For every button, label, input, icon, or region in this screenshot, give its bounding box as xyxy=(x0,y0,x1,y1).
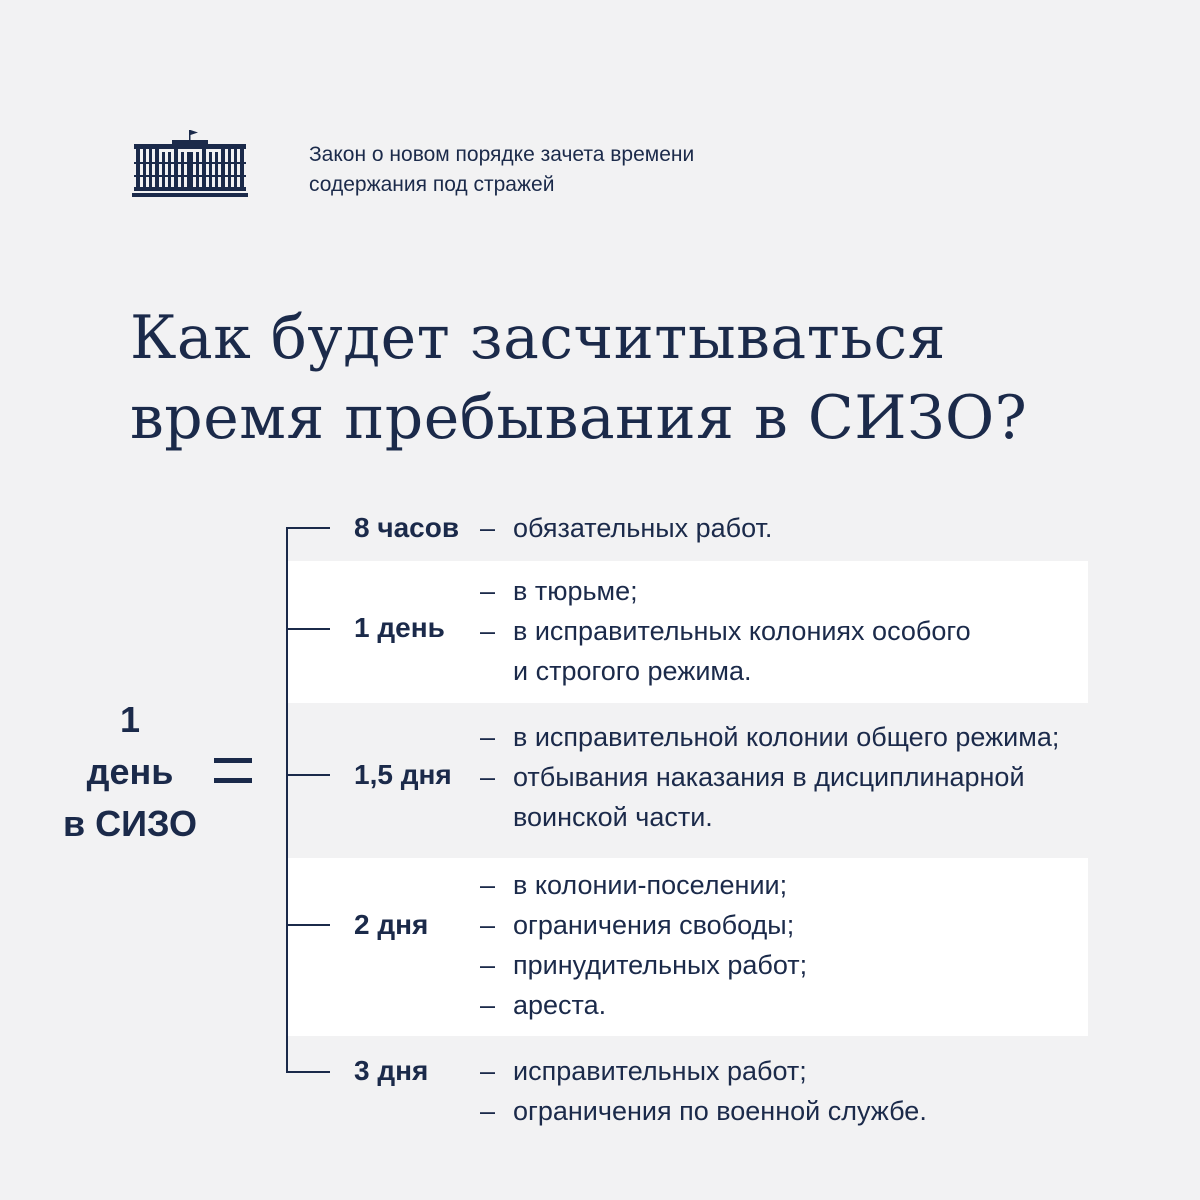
list-item: – в исправительных колониях особого xyxy=(480,616,971,646)
bracket-tick-row-4 xyxy=(286,924,330,926)
list-item: – ограничения по военной службе. xyxy=(480,1096,927,1126)
list-item: – отбывания наказания в дисциплинарной xyxy=(480,762,1025,792)
list-item: – ограничения свободы; xyxy=(480,910,795,940)
bracket-tick-row-3 xyxy=(286,774,330,776)
row-label-1-day: 1 день xyxy=(354,612,445,643)
row-label-1-5-days: 1,5 дня xyxy=(354,759,452,790)
list-item: – в колонии-поселении; xyxy=(480,870,788,900)
list-item: – принудительных работ; xyxy=(480,950,808,980)
bracket-tick-row-2 xyxy=(286,628,330,630)
header-subtitle xyxy=(309,140,694,200)
row-items-1-5-days xyxy=(480,717,1059,837)
equals-sign xyxy=(214,758,252,784)
title-line-1: Как будет засчитываться xyxy=(130,303,946,373)
list-item: – исправительных работ; xyxy=(480,1056,807,1086)
bracket-tick-row-1 xyxy=(286,527,330,529)
list-item-continuation: и строгого режима. xyxy=(513,656,752,686)
row-items-8-hours xyxy=(480,508,772,548)
header-line-2: содержания под стражей xyxy=(309,173,555,196)
state-duma-building-logo xyxy=(132,128,248,200)
bracket-tick-row-5 xyxy=(286,1071,330,1073)
page-title xyxy=(130,298,1027,458)
one-day-in-sizo-label xyxy=(40,694,220,850)
list-item: – в тюрьме; xyxy=(480,576,638,606)
list-item-continuation: воинской части. xyxy=(513,802,713,832)
left-label-line-1: 1 xyxy=(119,699,141,740)
bracket-vertical-line xyxy=(286,527,288,1072)
title-line-2: время пребывания в СИЗО? xyxy=(130,383,1028,453)
list-item: – ареста. xyxy=(480,990,607,1020)
row-label-3-days: 3 дня xyxy=(354,1055,429,1086)
row-label-2-days: 2 дня xyxy=(354,909,429,940)
header-line-1: Закон о новом порядке зачета времени xyxy=(309,143,695,166)
row-items-1-day xyxy=(480,571,971,691)
list-item: – обязательных работ. xyxy=(480,513,773,543)
row-items-3-days xyxy=(480,1051,927,1131)
left-label-line-3: в СИЗО xyxy=(62,803,198,844)
list-item: – в исправительной колонии общего режима; xyxy=(480,722,1060,752)
row-items-2-days xyxy=(480,865,807,1025)
row-label-8-hours: 8 часов xyxy=(354,512,460,543)
left-label-line-2: день xyxy=(86,751,174,792)
